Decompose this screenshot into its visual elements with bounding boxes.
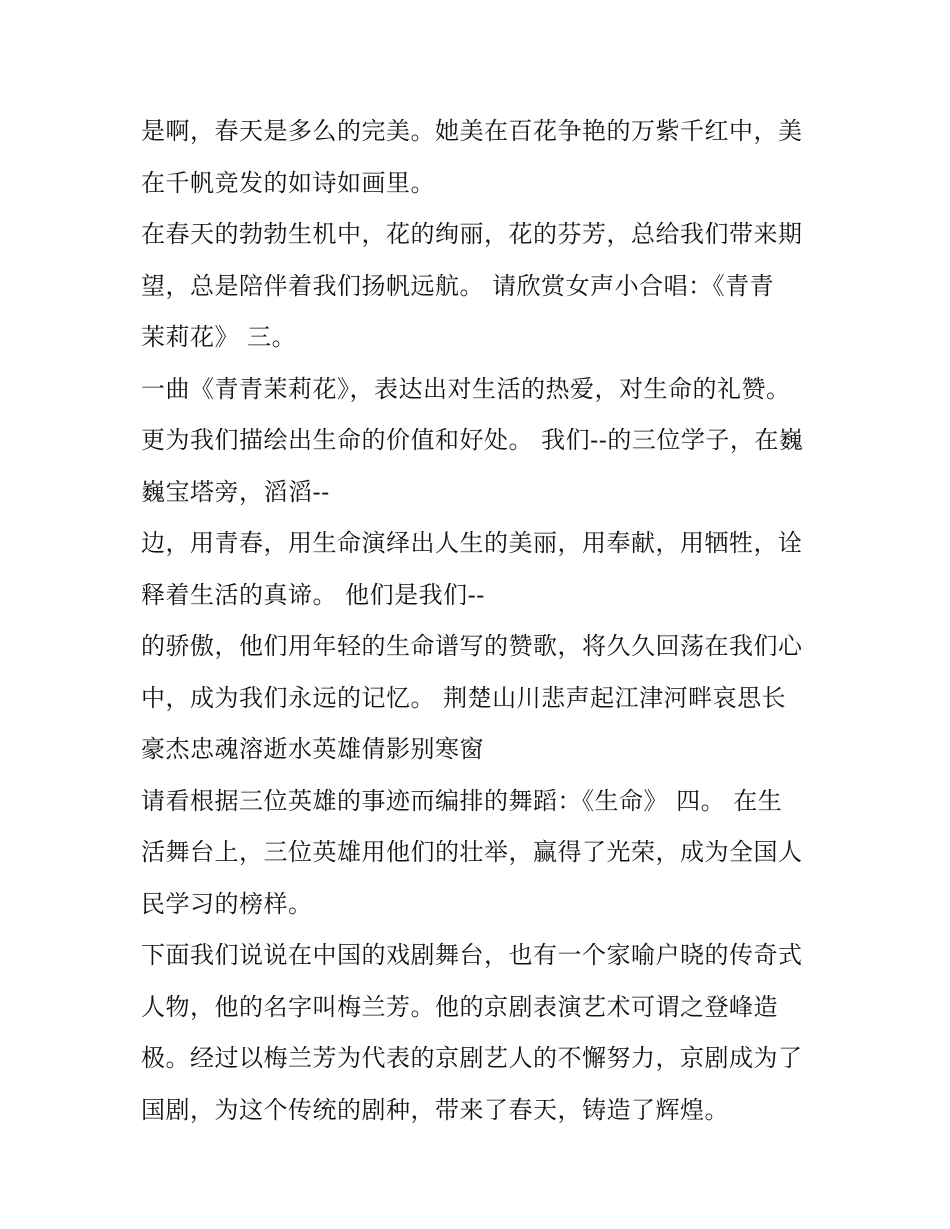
text-line: 人物，他的名字叫梅兰芳。他的京剧表演艺术可谓之登峰造 bbox=[141, 992, 778, 1021]
text-line: 释着生活的真谛。 他们是我们-- bbox=[141, 580, 485, 609]
text-line: 在千帆竞发的如诗如画里。 bbox=[141, 168, 435, 197]
text-line: 极。经过以梅兰芳为代表的京剧艺人的不懈努力，京剧成为了 bbox=[141, 1044, 803, 1072]
text-line: 望，总是陪伴着我们扬帆远航。 请欣赏女声小合唱：《青青 bbox=[141, 271, 775, 300]
text-line: 在春天的勃勃生机中，花的绚丽，花的芬芳，总给我们带来期 bbox=[141, 220, 803, 248]
text-line: 请看根据三位英雄的事迹而编排的舞蹈：《生命》 四。 在生 bbox=[141, 786, 783, 815]
text-line: 边，用青春，用生命演绎出人生的美丽，用奉献，用牺牲，诠 bbox=[141, 529, 803, 557]
text-line: 更为我们描绘出生命的价值和好处。 我们--的三位学子，在巍 bbox=[141, 426, 804, 454]
text-line: 下面我们说说在中国的戏剧舞台，也有一个家喻户晓的传奇式 bbox=[141, 941, 803, 969]
text-line: 是啊，春天是多么的完美。她美在百花争艳的万紫千红中，美 bbox=[141, 117, 803, 145]
body-text bbox=[141, 106, 831, 1136]
text-line: 活舞台上，三位英雄用他们的壮举，赢得了光荣，成为全国人 bbox=[141, 838, 803, 866]
text-line: 民学习的榜样。 bbox=[141, 889, 313, 918]
text-line: 国剧，为这个传统的剧种，带来了春天，铸造了辉煌。 bbox=[141, 1095, 729, 1124]
text-line: 的骄傲，他们用年轻的生命谱写的赞歌，将久久回荡在我们心 bbox=[141, 632, 803, 660]
text-line: 中，成为我们永远的记忆。 荆楚山川悲声起江津河畔哀思长 bbox=[141, 683, 787, 712]
text-line: 豪杰忠魂溶逝水英雄倩影别寒窗 bbox=[141, 735, 484, 763]
text-line: 巍宝塔旁，滔滔-- bbox=[141, 477, 330, 506]
text-line: 一曲《青青茉莉花》，表达出对生活的热爱，对生命的礼赞。 bbox=[141, 374, 791, 403]
text-line: 茉莉花》 三。 bbox=[141, 323, 297, 351]
